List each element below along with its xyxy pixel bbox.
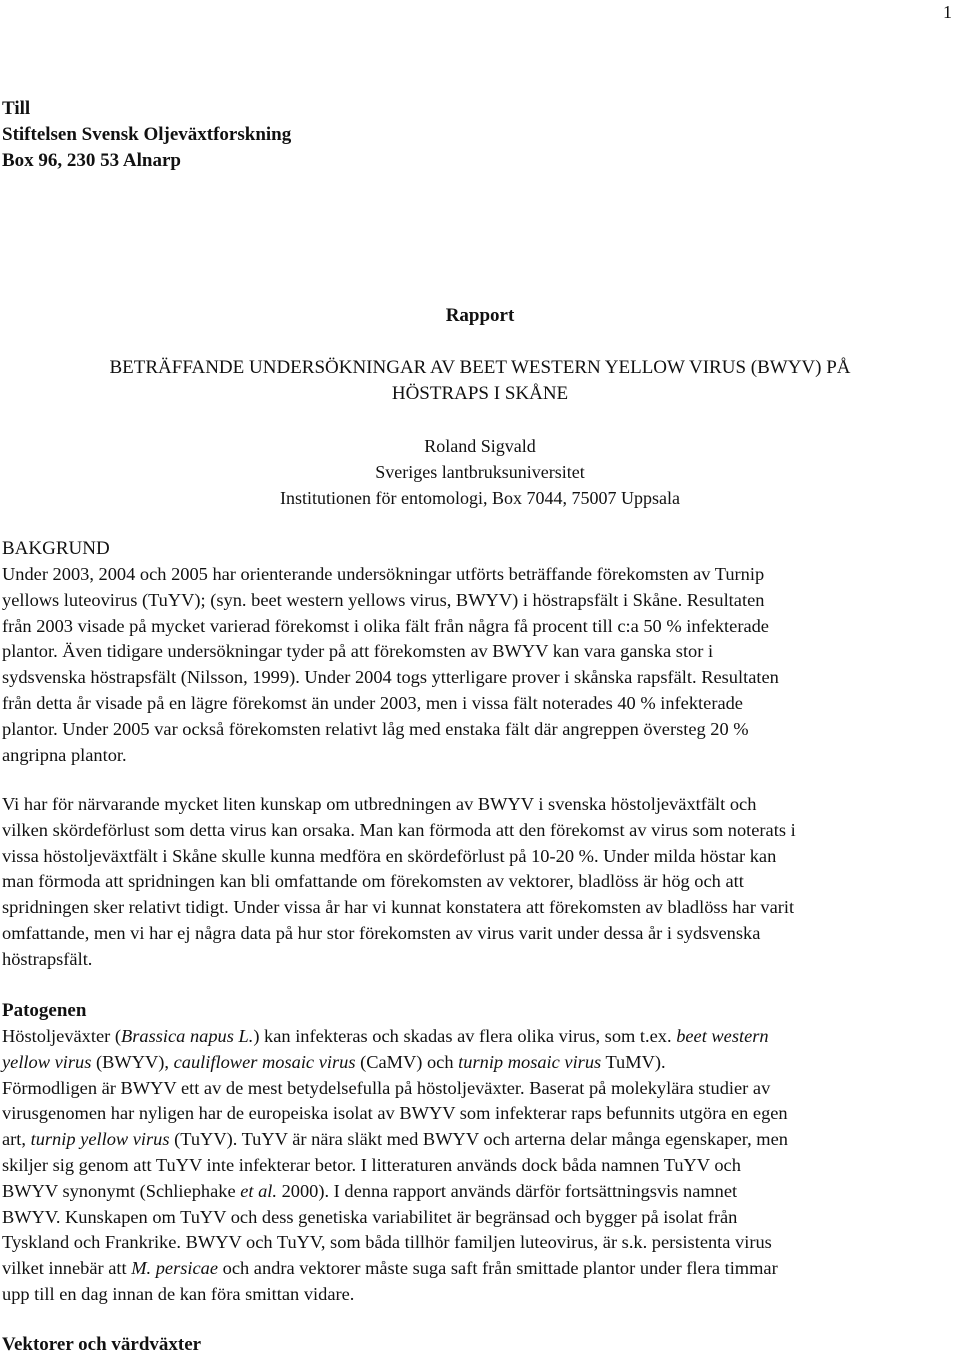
text-line: vilken skördeförlust som detta virus kan orsaka. Man kan förmoda att den förekomst av virus som noterats i xyxy=(2,819,796,840)
text-run: TuMV). xyxy=(601,1051,666,1072)
virus-name: turnip mosaic virus xyxy=(458,1051,602,1072)
text-line: höstrapsfält. xyxy=(2,948,93,969)
text-run: (BWYV), xyxy=(91,1051,174,1072)
text-line: plantor. Även tidigare undersökningar tyder på att förekomsten av BWYV kan vara ganska stor i xyxy=(2,641,714,662)
virus-name: beet western xyxy=(676,1026,769,1046)
text-line xyxy=(2,1179,958,1205)
text-run: 2000). I denna rapport används därför fortsättningsvis namnet xyxy=(276,1180,738,1201)
author-name: Roland Sigvald xyxy=(424,436,536,456)
text-line: Vi har för närvarande mycket liten kunskap om utbredningen av BWYV i svenska höstoljeväxtfält och xyxy=(2,794,757,814)
paragraph-bakgrund-1 xyxy=(2,562,958,768)
text-run: BWYV synonymt (Schliephake xyxy=(2,1180,241,1201)
text-line: upp till en dag innan de kan föra smittan vidare. xyxy=(2,1283,355,1304)
report-subject xyxy=(0,355,960,407)
citation-etal: et al. xyxy=(240,1180,277,1201)
text-line: Tyskland och Frankrike. BWYV och TuYV, som båda tillhör familjen luteovirus, är s.k. persistenta virus xyxy=(2,1232,772,1253)
section-heading-patogenen: Patogenen xyxy=(2,1000,87,1021)
species-name: Brassica napus L. xyxy=(121,1026,254,1046)
text-run: art, xyxy=(2,1129,31,1150)
text-line: sydsvenska höstrapsfält (Nilsson, 1999). Under 2004 togs ytterligare prover i skånska rapsfält. Resultaten xyxy=(2,667,779,688)
text-run: och andra vektorer måste suga saft från smittade plantor under flera timmar xyxy=(218,1258,778,1279)
text-line: skiljer sig genom att TuYV inte infekterar betor. I litteraturen används dock båda namnen TuYV och xyxy=(2,1154,741,1175)
text-line: från detta år visade på en lägre förekomst än under 2003, men i vissa fält noterades 40 % infekterade xyxy=(2,692,743,713)
recipient-line: Stiftelsen Svensk Oljeväxtforskning xyxy=(2,124,292,145)
text-run: ) kan infekteras och skadas av flera olika virus, som t.ex. xyxy=(253,1026,677,1046)
text-line: Under 2003, 2004 och 2005 har orienterande undersökningar utförts beträffande förekomsten av Turnip xyxy=(2,564,765,584)
text-line: angripna plantor. xyxy=(2,744,127,765)
section-heading-vektorer: Vektorer och värdväxter xyxy=(2,1334,202,1355)
virus-name: yellow virus xyxy=(2,1051,92,1072)
recipient-block xyxy=(2,96,291,174)
text-line: omfattande, men vi har ej några data på hur stor förekomsten av virus varit under dessa år i sydsvenska xyxy=(2,922,761,943)
paragraph-patogenen xyxy=(2,1024,958,1308)
author-address: Institutionen för entomologi, Box 7044, 75007 Uppsala xyxy=(280,488,680,508)
author-organization: Sveriges lantbruksuniversitet xyxy=(375,462,585,482)
text-run: Höstoljeväxter ( xyxy=(2,1026,121,1046)
text-line xyxy=(2,1256,958,1282)
text-line: BWYV. Kunskapen om TuYV och dess genetiska variabilitet är begränsad och bygger på isolat från xyxy=(2,1206,738,1227)
text-line xyxy=(2,1050,958,1076)
text-line: virusgenomen har nyligen har de europeiska isolat av BWYV som infekterar raps befunnits utgöra en egen xyxy=(2,1103,788,1124)
text-line: man förmoda att spridningen kan bli omfattande om förekomsten av vektorer, bladlöss är hög och att xyxy=(2,871,744,892)
subject-line: HÖSTRAPS I SKÅNE xyxy=(391,383,569,404)
text-run: (TuYV). TuYV är nära släkt med BWYV och arterna delar många egenskaper, men xyxy=(169,1129,788,1150)
text-line: vissa höstoljeväxtfält i Skåne skulle kunna medföra en skördeförlust på 10-20 %. Under milda höstar kan xyxy=(2,845,777,866)
subject-line: BETRÄFFANDE UNDERSÖKNINGAR AV BEET WESTERN YELLOW VIRUS (BWYV) PÅ xyxy=(109,357,851,378)
text-line: plantor. Under 2005 var också förekomsten relativt låg med enstaka fält där angreppen översteg 20 % xyxy=(2,718,749,739)
text-run: vilket innebär att xyxy=(2,1258,132,1279)
text-line: yellows luteovirus (TuYV); (syn. beet western yellows virus, BWYV) i höstrapsfält i Skåne. Resultaten xyxy=(2,589,765,610)
species-name: M. persicae xyxy=(131,1258,219,1279)
report-title: Rapport xyxy=(445,305,515,326)
text-line xyxy=(2,1024,958,1050)
virus-name: cauliflower mosaic virus xyxy=(173,1051,356,1072)
section-heading-bakgrund: BAKGRUND xyxy=(2,538,110,559)
virus-name: turnip yellow virus xyxy=(30,1129,170,1150)
recipient-line: Box 96, 230 53 Alnarp xyxy=(2,150,181,171)
text-line: från 2003 visade på mycket varierad förekomst i olika fält från några få procent till c:a 50 % infekterade xyxy=(2,615,769,636)
text-line: spridningen sker relativt tidigt. Under vissa år har vi kunnat konstatera att förekomsten av bladlöss har varit xyxy=(2,897,795,918)
recipient-line: Till xyxy=(2,98,31,119)
page-number: 1 xyxy=(943,2,952,22)
text-line xyxy=(2,1127,958,1153)
paragraph-bakgrund-2 xyxy=(2,792,958,973)
text-line: Förmodligen är BWYV ett av de mest betydelsefulla på höstoljeväxter. Baserat på molekylära studier av xyxy=(2,1077,771,1098)
text-run: (CaMV) och xyxy=(355,1051,459,1072)
author-block xyxy=(0,433,960,511)
